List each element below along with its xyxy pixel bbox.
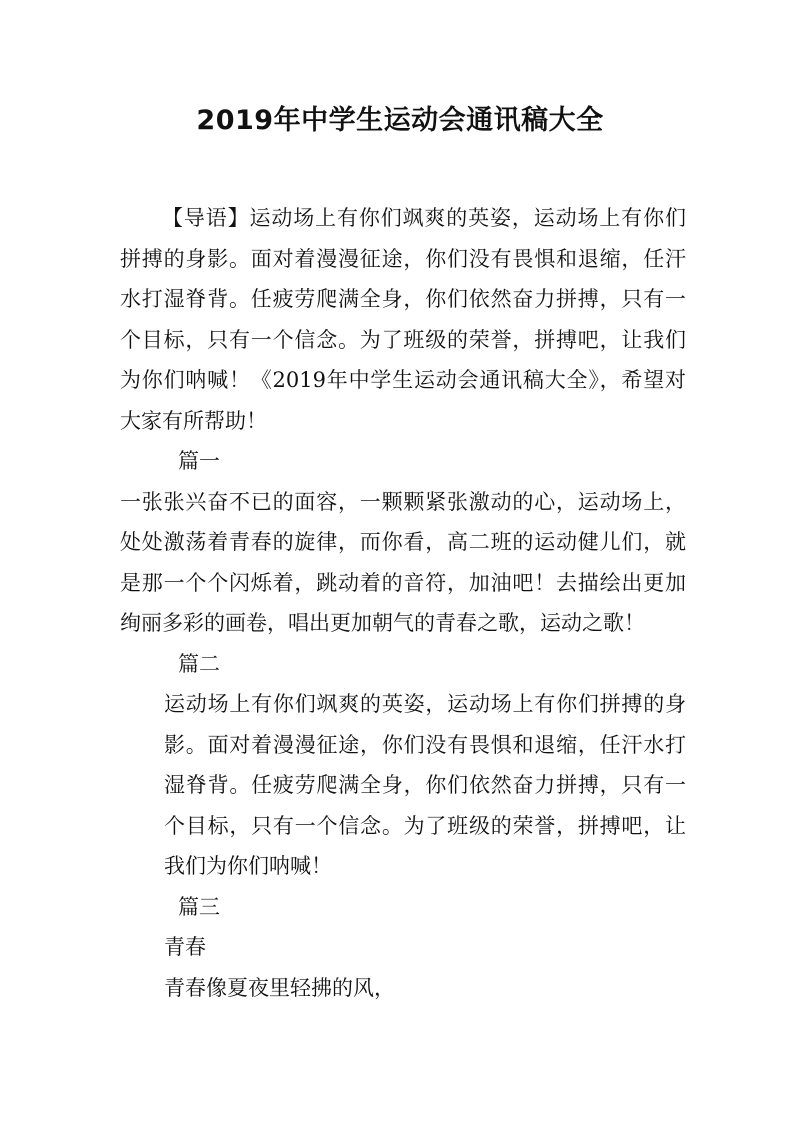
document-body [120, 198, 686, 1008]
section-2-paragraph: 运动场上有你们飒爽的英姿，运动场上有你们拼搏的身影。面对着漫漫征途，你们没有畏惧和退缩，任汗水打湿脊背。任疲劳爬满全身，你们依然奋力拼搏，只有一个目标，只有一个信念。为了班级的荣誉，拼搏吧，让我们为你们呐喊！ [164, 692, 686, 878]
poem-title: 青春 [164, 935, 206, 959]
poem-line: 青春像夏夜里轻拂的风， [164, 975, 395, 1000]
section-1-paragraph: 一张张兴奋不已的面容，一颗颗紧张激动的心，运动场上，处处激荡着青春的旋律，而你看，高二班的运动健儿们，就是那一个个闪烁着，跳动着的音符，加油吧！去描绘出更加绚丽多彩的画卷，唱出更加朝气的青春之歌，运动之歌！ [120, 489, 686, 635]
section-heading-1: 篇一 [178, 449, 220, 473]
document-title: 2019年中学生运动会通讯稿大全 [196, 105, 604, 136]
section-heading-3: 篇三 [178, 894, 220, 919]
intro-paragraph: 【导语】运动场上有你们飒爽的英姿，运动场上有你们拼搏的身影。面对着漫漫征途，你们没有畏惧和退缩，任汗水打湿脊背。任疲劳爬满全身，你们依然奋力拼搏，只有一个目标，只有一个信念。为了班级的荣誉，拼搏吧，让我们为你们呐喊！《2019年中学生运动会通讯稿大全》，希望对大家有所帮助！ [120, 206, 686, 433]
section-heading-2: 篇二 [178, 651, 220, 676]
